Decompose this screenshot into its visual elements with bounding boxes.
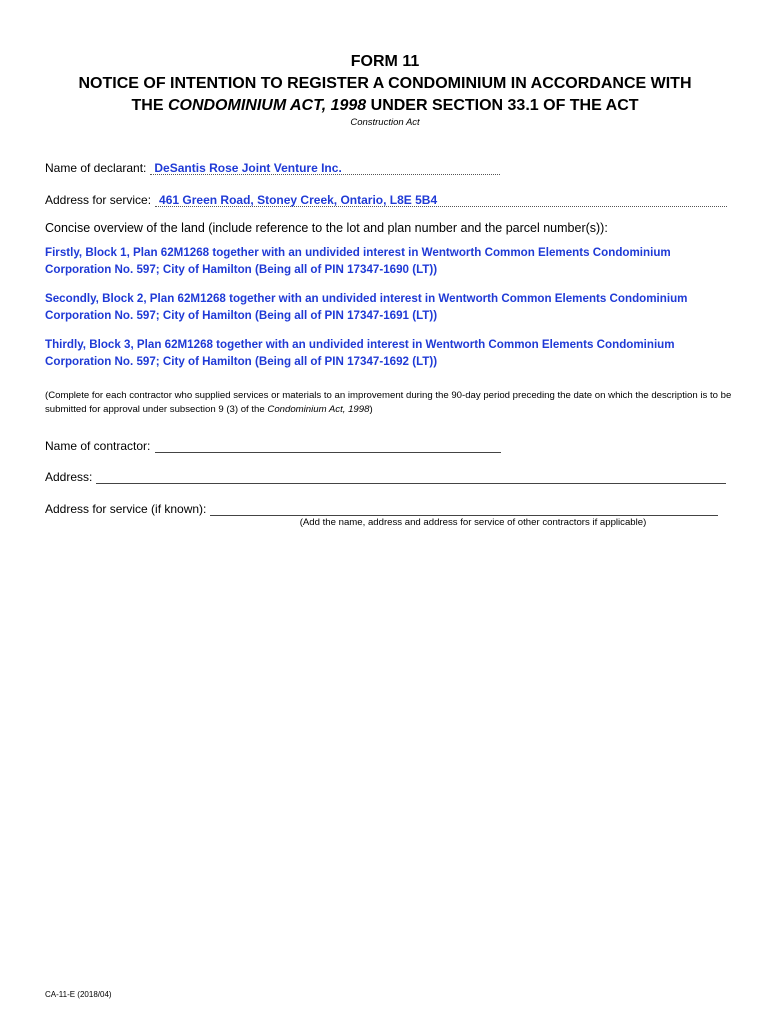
parcel-firstly[interactable]: Firstly, Block 1, Plan 62M1268 together with an undivided interest in Wentworth Common Elements Condominium Corporation No. 597; City of Hamilton (Being all of PIN 17347-1690 (LT))	[45, 246, 671, 276]
overview-label: Concise overview of the land (include reference to the lot and plan number and the parcel number(s)):	[45, 221, 608, 235]
form-number: FORM 11	[350, 53, 420, 70]
contractor-instructions	[45, 389, 735, 417]
contractor-address-row	[45, 470, 726, 484]
service-address-row	[45, 193, 727, 207]
form-title-act-name: CONDOMINIUM ACT, 1998	[167, 97, 367, 114]
service-address-field[interactable]: 461 Green Road, Stoney Creek, Ontario, L8E 5B4	[155, 193, 727, 207]
form-title-suffix: UNDER SECTION 33.1 OF THE ACT	[366, 97, 639, 114]
contractor-service-field[interactable]	[210, 502, 718, 516]
form-title-line1: NOTICE OF INTENTION TO REGISTER A CONDOMINIUM IN ACCORDANCE WITH	[78, 75, 692, 92]
contractor-note-act: Condominium Act, 1998	[267, 404, 370, 415]
declarant-field[interactable]: DeSantis Rose Joint Venture Inc.	[150, 161, 500, 175]
declarant-row	[45, 161, 500, 175]
parcel-thirdly[interactable]: Thirdly, Block 3, Plan 62M1268 together with an undivided interest in Wentworth Common Elements Condominium Corporation No. 597; City of Hamilton (Being all of PIN 17347-1692 (LT))	[45, 338, 675, 368]
contractor-name-label: Name of contractor:	[45, 439, 151, 453]
additional-contractors-hint: (Add the name, address and address for service of other contractors if applicable)	[299, 517, 647, 528]
contractor-address-label: Address:	[45, 470, 93, 484]
parcel-secondly[interactable]: Secondly, Block 2, Plan 62M1268 together with an undivided interest in Wentworth Common Elements Condominium Corporation No. 597; City of Hamilton (Being all of PIN 17347-1691 (LT))	[45, 292, 688, 322]
declarant-label: Name of declarant:	[45, 161, 147, 175]
form-code: CA-11-E (2018/04)	[45, 990, 112, 999]
contractor-note-end: )	[369, 404, 373, 415]
contractor-service-label: Address for service (if known):	[45, 502, 207, 516]
contractor-name-field[interactable]	[155, 439, 501, 453]
contractor-address-field[interactable]	[96, 470, 726, 484]
form-subtitle: Construction Act	[350, 117, 420, 128]
service-address-label: Address for service:	[45, 193, 152, 207]
form-title-prefix: THE	[131, 97, 168, 114]
contractor-note-text: (Complete for each contractor who supplied services or materials to an improvement during the 90-day period preceding the date on which the description is to be submitted for approval under subsection 9 (3) of the	[45, 390, 732, 415]
form-title-line2	[0, 96, 770, 116]
contractor-service-row	[45, 502, 718, 516]
contractor-name-row	[45, 439, 501, 453]
